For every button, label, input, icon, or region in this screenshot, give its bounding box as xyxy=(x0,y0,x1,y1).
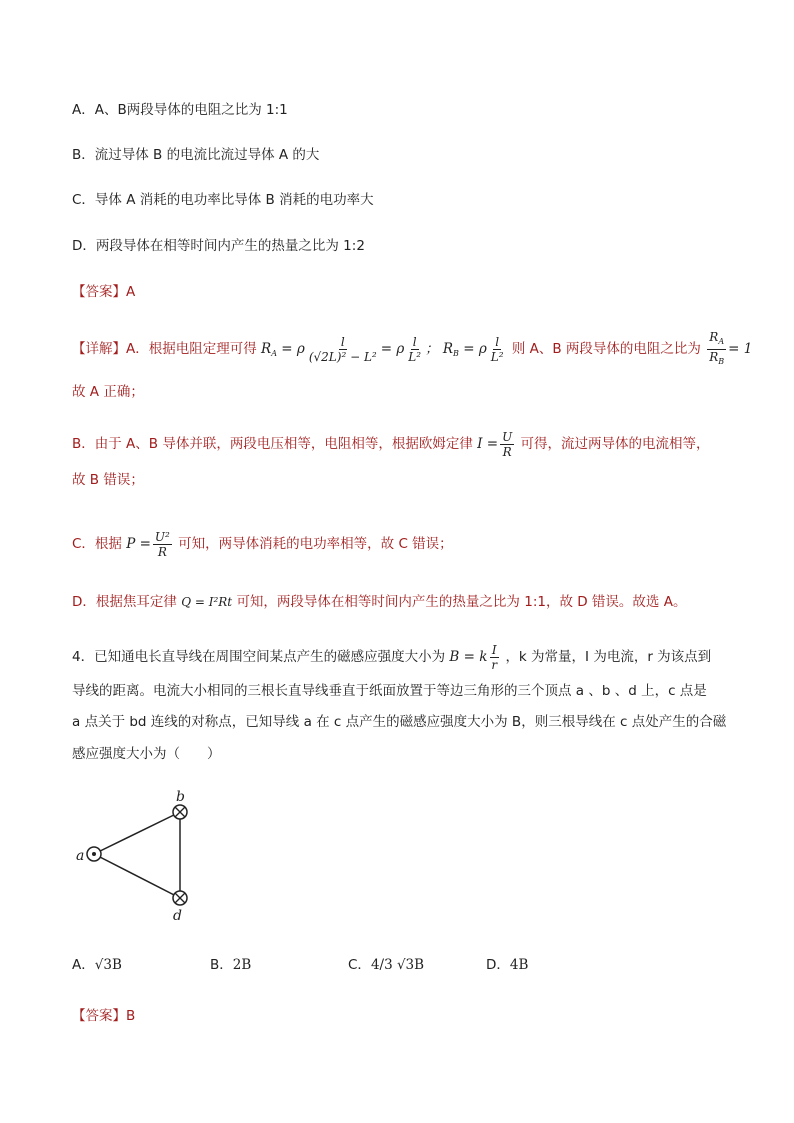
formula-b-field: B = k $\frac{I}{r}$ xyxy=(449,643,498,672)
formula-ohm: I = $\frac{U}{R}$ xyxy=(477,430,513,459)
choice-b-q4 xyxy=(210,955,251,975)
detail-d-post: 可知，两段导体在相等时间内产生的热量之比为 1:1，故 D 错误。故选 A。 xyxy=(236,594,687,610)
option-a-q3: A．A、B两段导体的电阻之比为 1:1 xyxy=(72,102,288,118)
detail-b-pre: B．由于 A、B 导体并联，两段电压相等，电阻相等，根据欧姆定律 xyxy=(72,436,473,452)
detail-line-a2: 故 A 正确； xyxy=(72,384,144,400)
q4-line3: a 点关于 bd 连线的对称点，已知导线 a 在 c 点产生的磁感应强度大小为 B，则三根导线在 c 点处产生的合磁 xyxy=(72,714,727,730)
option-b-q3: B．流过导体 B 的电流比流过导体 A 的大 xyxy=(72,147,320,163)
choice-a-value: √3B xyxy=(94,957,122,973)
choice-a-q4 xyxy=(72,955,122,975)
edge-ab xyxy=(94,812,180,854)
q4-line4: 感应强度大小为（ ） xyxy=(72,746,221,762)
formula-ra: $R_A = \rho$ $\frac{l}{\text{(√2L)² − L²}}$ = ρ $\frac{l}{\text{L²}}$ ； $R_B = \rho$ $\frac{l}{\text{L²}}$ xyxy=(261,335,504,364)
detail-line-c xyxy=(72,530,453,559)
wire-b-in-icon xyxy=(173,805,187,819)
choice-b-value: 2B xyxy=(232,957,252,973)
label-b: b xyxy=(176,790,185,805)
choice-d-letter: D． xyxy=(486,957,510,973)
edge-ad xyxy=(94,854,180,898)
detail-b-post: 可得，流过两导体的电流相等， xyxy=(520,436,710,452)
detail-c-post: 可知，两导体消耗的电功率相等，故 C 错误； xyxy=(178,536,453,552)
q4-line2: 导线的距离。电流大小相同的三根长直导线垂直于纸面放置于等边三角形的三个顶点 a 、b 、d 上，c 点是 xyxy=(72,683,707,699)
detail-d-pre: D．根据焦耳定律 xyxy=(72,594,177,610)
q4-line1-pre: 4．已知通电长直导线在周围空间某点产生的磁感应强度大小为 xyxy=(72,649,446,665)
answer-q3: 【答案】A xyxy=(72,284,136,300)
formula-ratio: $\frac{R_A}{R_B}$ = 1 xyxy=(709,330,753,366)
formula-power: P = $\frac{\text{U²}}{R}$ xyxy=(126,530,170,559)
choice-d-q4 xyxy=(486,955,528,975)
q4-line1-post: ，k 为常量，I 为电流，r 为该点到 xyxy=(505,649,712,665)
answer-q4: 【答案】B xyxy=(72,1008,136,1024)
detail-line-b1 xyxy=(72,430,710,459)
choice-d-value: 4B xyxy=(509,957,529,973)
label-d: d xyxy=(173,908,182,924)
detail-lead: 【详解】A．根据电阻定理可得 xyxy=(72,341,257,357)
detail-line-b2: 故 B 错误； xyxy=(72,472,144,488)
option-d-q3: D．两段导体在相等时间内产生的热量之比为 1:2 xyxy=(72,238,365,254)
choice-c-letter: C． xyxy=(348,957,371,973)
wire-d-in-icon xyxy=(173,891,187,905)
label-a: a xyxy=(76,848,85,864)
detail-line-d xyxy=(72,592,686,612)
choice-c-q4 xyxy=(348,955,424,975)
triangle-diagram xyxy=(70,790,210,925)
detail-c-pre: C．根据 xyxy=(72,536,122,552)
choice-b-letter: B． xyxy=(210,957,233,973)
choice-c-value: 4/3 √3B xyxy=(370,957,425,973)
q4-line1 xyxy=(72,643,711,672)
detail-line-a xyxy=(72,330,752,369)
choice-a-letter: A． xyxy=(72,957,95,973)
option-c-q3: C．导体 A 消耗的电功率比导体 B 消耗的电功率大 xyxy=(72,192,374,208)
wire-a-out-icon xyxy=(87,847,101,861)
formula-joule: Q = I²Rt xyxy=(181,595,233,609)
detail-mid: 则 A、B 两段导体的电阻之比为 xyxy=(511,341,701,357)
